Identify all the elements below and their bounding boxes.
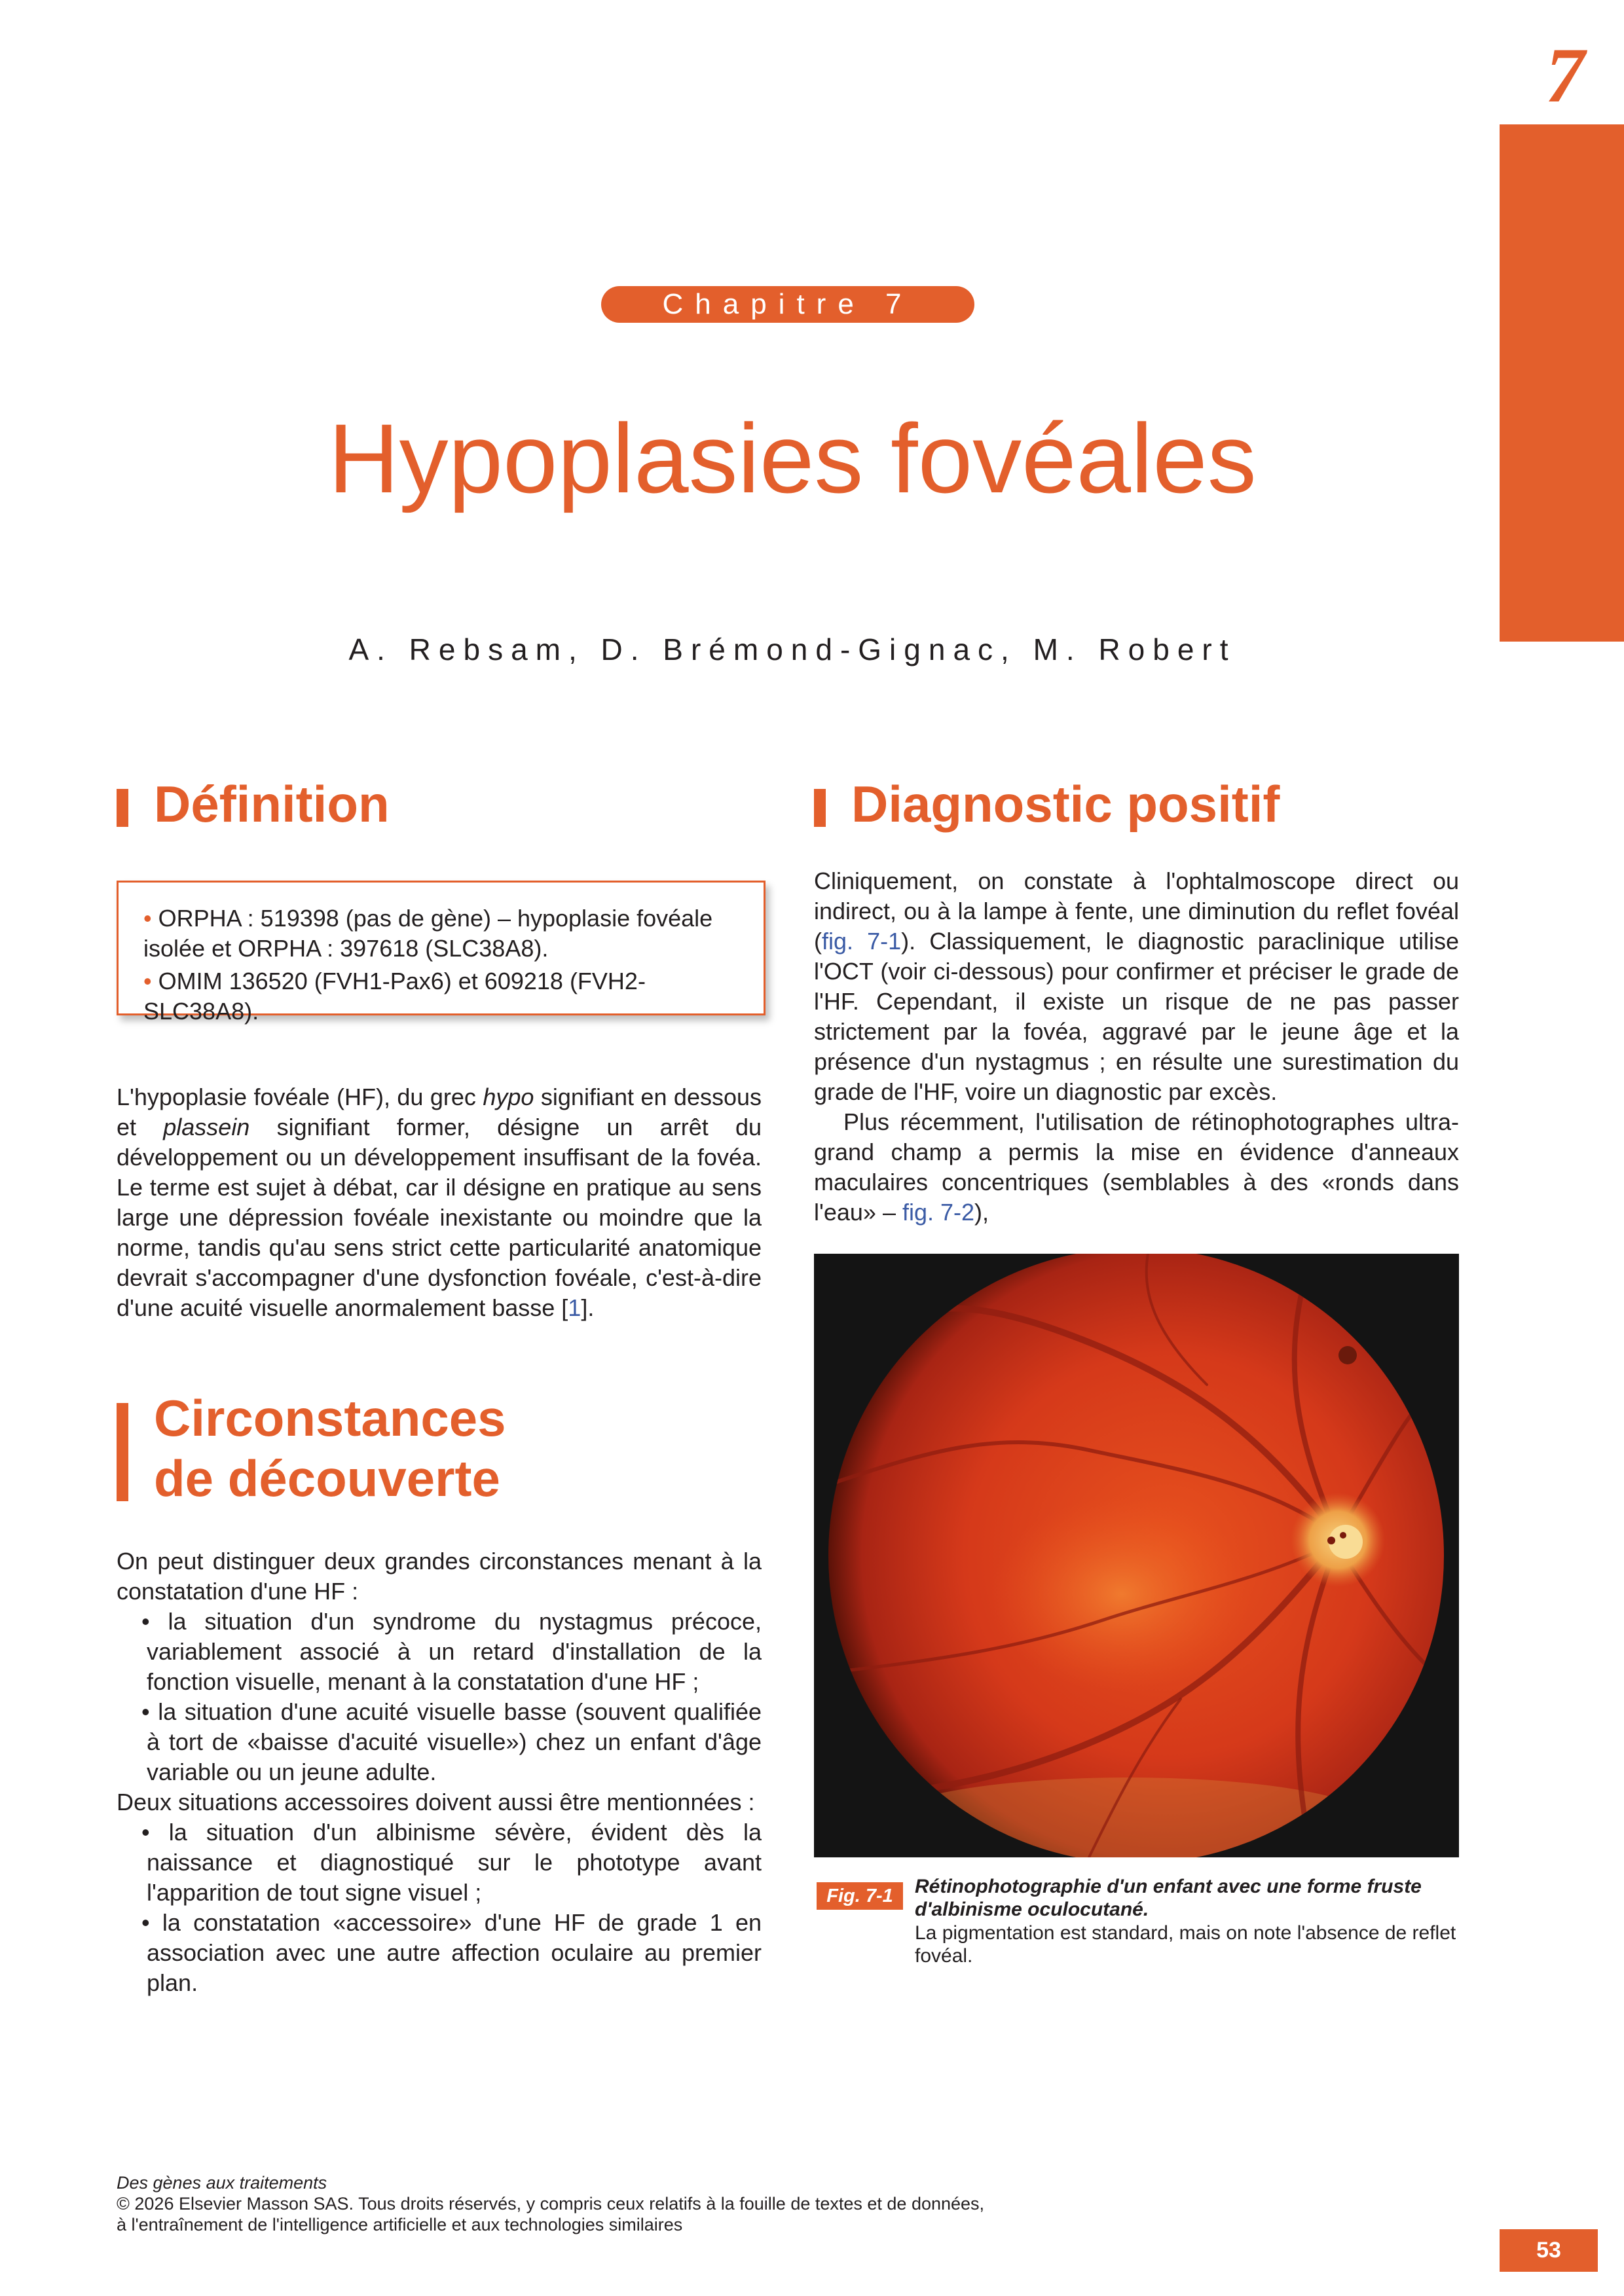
paragraph: Deux situations accessoires doivent aussi être mentionnées :: [117, 1789, 755, 1815]
text-run: ). Classiquement, le diagnostic paraclinique utilise l'OCT (voir ci-dessous) pour confirmer et préciser le grade de l'HF. Cependant, il existe un risque de ne pas passer strictement par la fovéa, aggravé par le jeune âge et la présence d'un nystagmus ; en résulte une surestimation du grade de l'HF, voire un diagnostic par excès.: [814, 928, 1459, 1105]
list-item: • la situation d'un albinisme sévère, évident dès la naissance et diagnostiqué sur le phototype avant l'apparition de tout signe visuel ;: [141, 1819, 762, 1906]
retina-image: [814, 1254, 1459, 1857]
footer-copyright: à l'entraînement de l'intelligence artificielle et aux technologies similaires: [117, 2215, 683, 2234]
term-plassein: plassein: [163, 1114, 250, 1140]
section-heading-circonstances: [154, 1388, 506, 1508]
text-run: Plus récemment, l'utilisation de rétinophotographes ultra-grand champ a permis la mise en évidence d'anneaux maculaires concentriques (semblables à des «ronds dans l'eau» –: [814, 1108, 1459, 1226]
section-heading-diagnostic: Diagnostic positif: [851, 775, 1280, 833]
box-item: [143, 966, 746, 1027]
section-heading-definition: Définition: [154, 775, 390, 833]
text-run: signifiant en dessous et: [117, 1084, 762, 1140]
text-run: ].: [581, 1294, 595, 1321]
text-run: L'hypoplasie fovéale (HF), du grec: [117, 1084, 483, 1110]
text-run: signifiant former, désigne un arrêt du développement ou un développement insuffisant de la fovéa. Le terme est sujet à débat, car il désigne en pratique au sens large une dépression fovéale inexistante ou moindre que la norme, tandis qu'au sens strict cette particularité anatomique devrait s'accompagner d'une dysfonction fovéale, c'est-à-dire d'une acuité visuelle anormalement basse [: [117, 1114, 762, 1321]
section-marker: [117, 789, 128, 827]
paragraph: On peut distinguer deux grandes circonstances menant à la constatation d'une HF :: [117, 1548, 762, 1605]
chapter-label: Chapitre 7: [601, 286, 974, 323]
footer-copyright: © 2026 Elsevier Masson SAS. Tous droits réservés, y compris ceux relatifs à la fouille de textes et de données,: [117, 2194, 985, 2214]
heading-line: de découverte: [154, 1449, 500, 1507]
section-marker: [117, 1403, 128, 1501]
term-hypo: hypo: [483, 1084, 534, 1110]
figure-caption-title: Rétinophotographie d'un enfant avec une forme fruste d'albinisme oculocutané.: [915, 1876, 1422, 1920]
figure-link[interactable]: fig. 7-2: [902, 1199, 975, 1226]
page-footer: [117, 2172, 1164, 2235]
chapter-tab-bar: [1500, 124, 1624, 642]
list-item: • la constatation «accessoire» d'une HF de grade 1 en association avec une autre affection oculaire au premier plan.: [141, 1909, 762, 1996]
bullet-icon: •: [143, 968, 152, 994]
diagnostic-body: [814, 866, 1459, 1228]
page-number: 53: [1500, 2229, 1598, 2272]
box-item: [143, 903, 746, 964]
text-run: ),: [974, 1199, 989, 1226]
box-item-text: OMIM 136520 (FVH1-Pax6) et 609218 (FVH2-SLC38A8).: [143, 968, 646, 1025]
figure-link[interactable]: fig. 7-1: [822, 928, 902, 955]
section-marker: [814, 789, 826, 827]
list-item: • la situation d'un syndrome du nystagmus précoce, variablement associé à un retard d'installation de la fonction visuelle, menant à la constatation d'une HF ;: [141, 1608, 762, 1695]
heading-line: Circonstances: [154, 1389, 506, 1447]
page-title: Hypoplasies fovéales: [328, 403, 1257, 513]
chapter-tab-number: 7: [1545, 31, 1585, 118]
figure-label: Fig. 7-1: [817, 1882, 903, 1910]
authors: A. Rebsam, D. Brémond-Gignac, M. Robert: [348, 632, 1236, 666]
box-item-text: ORPHA : 519398 (pas de gène) – hypoplasie fovéale isolée et ORPHA : 397618 (SLC38A8).: [143, 905, 713, 962]
figure-caption-text: La pigmentation est standard, mais on note l'absence de reflet fovéal.: [915, 1922, 1456, 1967]
definition-box: [117, 881, 766, 1025]
paragraph: [814, 866, 1459, 1107]
circonstances-body: [117, 1546, 762, 1998]
paragraph: [814, 1107, 1459, 1228]
fundus-photograph: [814, 1254, 1459, 1857]
list-item: • la situation d'une acuité visuelle basse (souvent qualifiée à tort de «baisse d'acuité visuelle») chez un enfant d'âge variable ou un jeune adulte.: [141, 1698, 762, 1785]
reference-link[interactable]: 1: [568, 1294, 581, 1321]
footer-book-title: Des gènes aux traitements: [117, 2173, 327, 2193]
bullet-icon: •: [143, 905, 152, 932]
definition-paragraph: [117, 1082, 762, 1323]
text-run: Cliniquement, on constate à l'ophtalmoscope direct ou indirect, ou à la lampe à fente, une diminution du reflet fovéal (: [814, 867, 1459, 955]
